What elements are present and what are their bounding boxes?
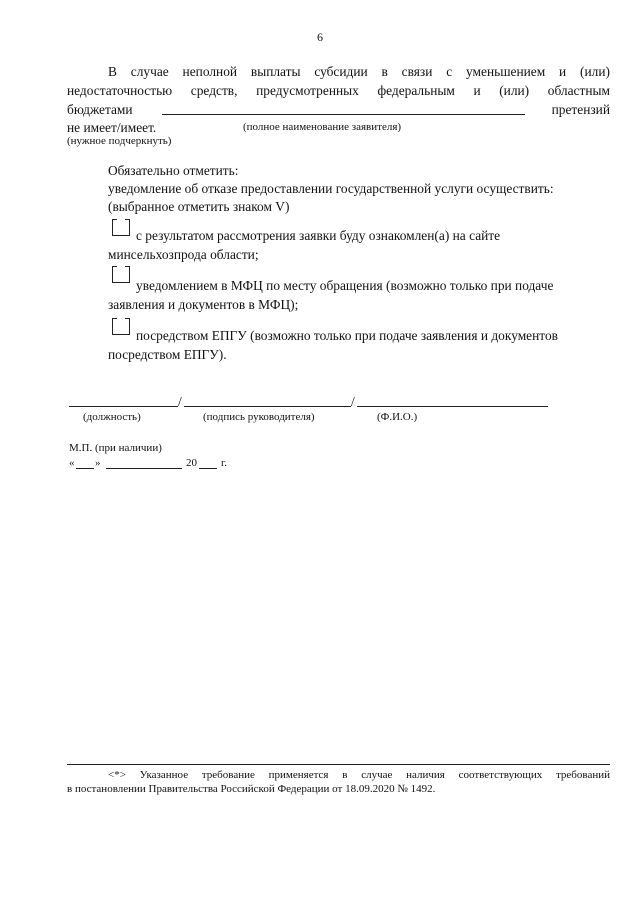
option-label: заявления и документов в МФЦ); [108,297,299,312]
checkbox-epgu[interactable] [112,318,130,335]
year-prefix: 20 [186,457,197,469]
paragraph-line: недостаточностью средств, предусмотренных федеральным и (или) областным [67,83,610,98]
position-field[interactable] [69,406,178,407]
paragraph-line: не имеет/имеет. [67,120,157,135]
option-label: посредством ЕПГУ). [108,347,227,362]
underline-hint: (нужное подчеркнуть) [67,135,172,147]
option-label: с результатом рассмотрения заявки буду ознакомлен(а) на сайте [136,228,501,243]
paragraph-line: претензий [551,102,610,117]
applicant-name-field[interactable] [162,114,525,115]
checkbox-website[interactable] [112,219,130,236]
footnote-line: в постановлении Правительства Российской Федерации от 18.09.2020 № 1492. [67,783,436,795]
applicant-hint: (полное наименование заявителя) [243,121,402,133]
day-field[interactable] [76,468,94,469]
month-field[interactable] [106,468,182,469]
footnote-line: <*> Указанное требование применяется в случае наличия соответствующих требований [108,769,610,781]
paragraph-line: В случае неполной выплаты субсидии в связи с уменьшением и (или) [108,64,610,79]
full-name-label: (Ф.И.О.) [377,411,418,423]
position-label: (должность) [83,411,141,423]
notice-line: уведомление об отказе предоставлении государственной услуги осуществить: [108,181,554,196]
separator-slash: / [178,394,182,409]
notice-heading: Обязательно отметить: [108,163,239,178]
signature-field[interactable] [184,406,351,407]
page-number: 6 [317,30,323,44]
date-open-quote: « [69,457,75,469]
checkbox-mfc[interactable] [112,266,130,283]
option-label: уведомлением в МФЦ по месту обращения (возможно только при подаче [136,278,554,293]
paragraph-line: бюджетами [67,102,133,117]
footnote-divider [67,764,610,765]
option-label: минсельхозпрода области; [108,247,259,262]
separator-slash: / [351,394,355,409]
option-label: посредством ЕПГУ (возможно только при подаче заявления и документов [136,328,558,343]
stamp-label: М.П. (при наличии) [69,442,162,454]
full-name-field[interactable] [357,406,548,407]
notice-line: (выбранное отметить знаком V) [108,199,290,214]
year-field[interactable] [199,468,217,469]
date-close-quote: » [95,457,101,469]
year-suffix: г. [221,457,228,469]
signature-label: (подпись руководителя) [203,411,315,423]
